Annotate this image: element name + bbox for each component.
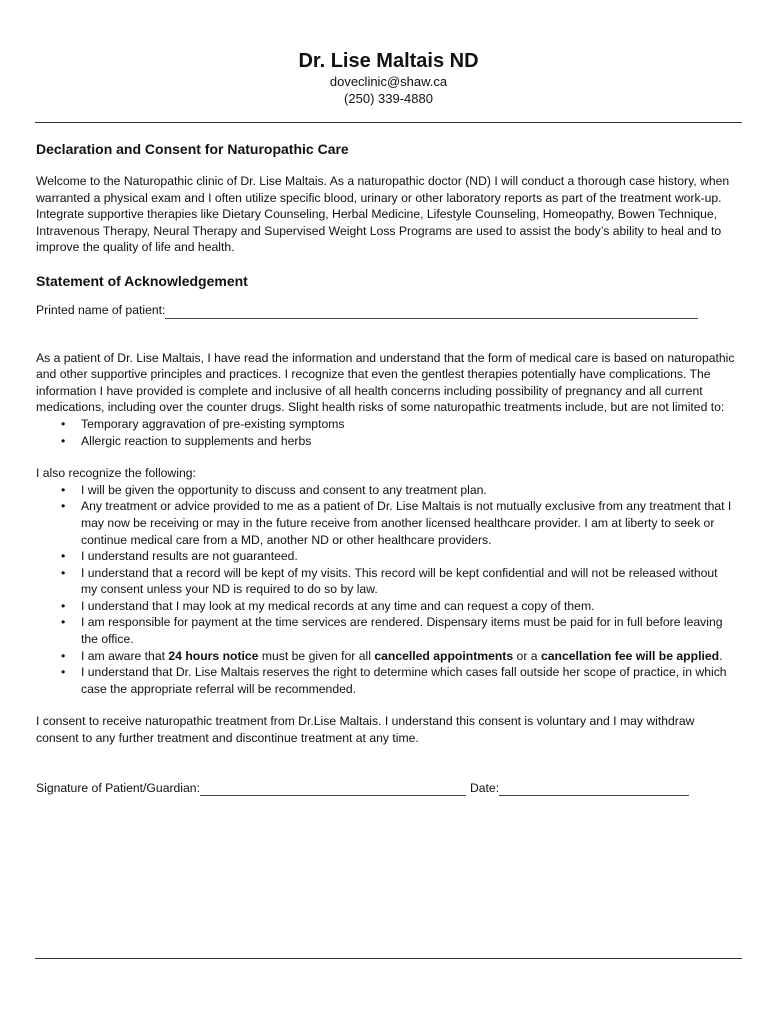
acknowledgement-paragraph: As a patient of Dr. Lise Maltais, I have read the information and understand that the form of medical care is based on naturopathic and other supportive principles and practices. I recognize that even the gentlest therapies potentially have complications. The information I have provided is complete and inclusive of all health concerns including possibility of pregnancy and all current medications, including over the counter drugs. Slight health risks of some naturopathic treatments include, but are not limited to:: [36, 350, 735, 415]
document-body: [36, 140, 736, 796]
notice-period: 24 hours notice: [168, 648, 259, 663]
recognition-list: [36, 482, 736, 698]
header-divider: [35, 122, 742, 123]
letterhead: [0, 49, 770, 107]
list-item: • Allergic reaction to supplements and herbs: [81, 433, 736, 450]
recognize-intro: I also recognize the following:: [36, 466, 196, 481]
list-item: • I understand that a record will be kept of my visits. This record will be kept confidential and will not be released without my consent unless your ND is required to do so by law.: [81, 565, 736, 598]
policy-text: I am aware that: [81, 648, 169, 663]
risk-list: [36, 416, 736, 449]
cancellation-fee-emphasis: cancellation fee will be applied: [540, 648, 720, 663]
patient-name-row: [36, 302, 736, 319]
doctor-name: Dr. Lise Maltais ND: [298, 50, 479, 72]
signature-label: Signature of Patient/Guardian:: [36, 780, 200, 795]
footer-divider: [35, 958, 742, 959]
date-field[interactable]: [499, 781, 689, 796]
cancelled-appointments-emphasis: cancelled appointments: [374, 648, 514, 663]
patient-name-label: Printed name of patient:: [36, 302, 166, 317]
policy-text: must be given for all: [258, 648, 375, 663]
signature-row: [36, 780, 736, 797]
document-title: Declaration and Consent for Naturopathic Care: [36, 141, 349, 157]
acknowledgement-heading: Statement of Acknowledgement: [36, 272, 248, 289]
phone-number: (250) 339-4880: [344, 91, 433, 106]
policy-text: or a: [513, 648, 541, 663]
date-label: Date:: [469, 780, 500, 795]
intro-paragraph: Welcome to the Naturopathic clinic of Dr. Lise Maltais. As a naturopathic doctor (ND) I will conduct a thorough case history, when warranted a physical exam and I often utilize specific blood, urinary or other laboratory reports as part of the treatment work-up. Integrate supportive therapies like Dietary Counseling, Herbal Medicine, Lifestyle Counseling, Homeopathy, Bowen Technique, Intravenous Therapy, Neural Therapy and Supervised Weight Loss Programs are used to assist the body’s ability to heal and to improve the quality of life and health.: [36, 174, 730, 255]
list-item: • I am responsible for payment at the time services are rendered. Dispensary items must be paid for in full before leaving the office.: [81, 614, 736, 647]
list-item: • I understand results are not guaranteed.: [81, 548, 736, 565]
list-item: • I will be given the opportunity to discuss and consent to any treatment plan.: [81, 482, 736, 499]
list-item: • I understand that Dr. Lise Maltais reserves the right to determine which cases fall outside her scope of practice, in which case the appropriate referral will be recommended.: [81, 664, 736, 697]
cancellation-policy-item: [81, 648, 736, 665]
list-item: • Temporary aggravation of pre-existing symptoms: [81, 416, 736, 433]
consent-statement: I consent to receive naturopathic treatment from Dr.Lise Maltais. I understand this consent is voluntary and I may withdraw consent to any further treatment and discontinue treatment at any time.: [36, 714, 695, 746]
list-item: • Any treatment or advice provided to me as a patient of Dr. Lise Maltais is not mutually exclusive from any treatment that I may now be receiving or may in the future receive from another licensed healthcare provider. I am at liberty to seek or continue medical care from a MD, another ND or other healthcare providers.: [81, 498, 736, 548]
policy-text: .: [719, 648, 723, 663]
email-address: doveclinic@shaw.ca: [329, 74, 448, 89]
list-item: • I understand that I may look at my medical records at any time and can request a copy of them.: [81, 598, 736, 615]
patient-name-field[interactable]: [165, 304, 698, 319]
signature-field[interactable]: [200, 781, 466, 796]
